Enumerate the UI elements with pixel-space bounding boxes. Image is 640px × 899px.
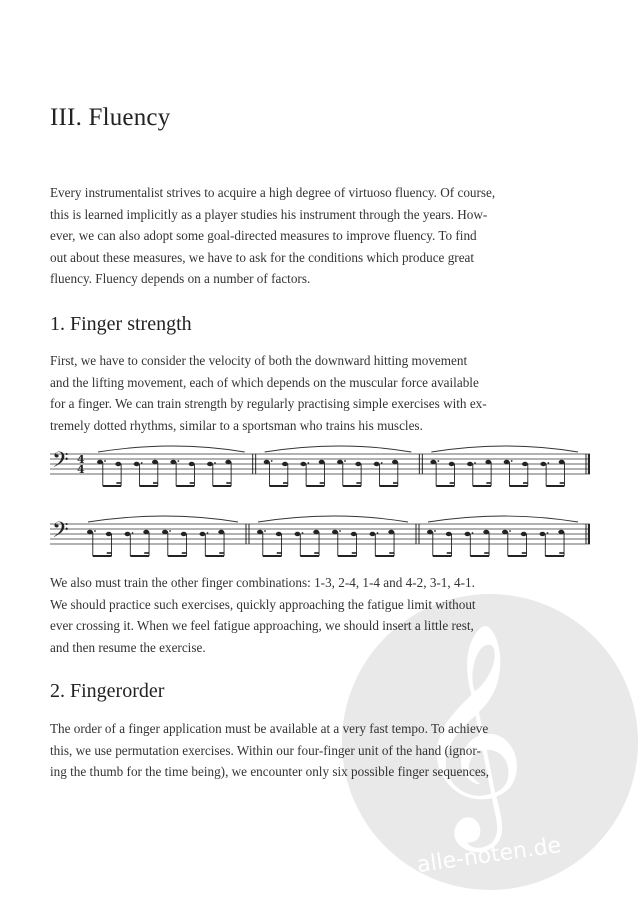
note-dot: [302, 532, 304, 534]
section-title-finger-strength: 1. Finger strength: [50, 313, 192, 335]
note-head: [392, 460, 398, 464]
note-dot: [132, 532, 134, 534]
paragraph-line: ever, we can also adopt some goal-directed measures to improve fluency. To find: [50, 228, 477, 244]
note-head: [559, 460, 565, 464]
note-head: [282, 462, 288, 466]
note-head: [162, 530, 168, 534]
note-dot: [344, 460, 346, 462]
note-dot: [94, 530, 96, 532]
note-head: [134, 462, 140, 466]
note-head: [430, 460, 436, 464]
note-head: [374, 462, 380, 466]
note-head: [337, 460, 343, 464]
paragraph-line: for a finger. We can train strength by regularly practising simple exercises with ex-: [50, 396, 487, 412]
note-head: [295, 532, 301, 536]
note-head: [370, 532, 376, 536]
note-head: [449, 462, 455, 466]
paragraph-line: and the lifting movement, each of which depends on the muscular force available: [50, 374, 479, 390]
note-head: [264, 460, 270, 464]
note-dot: [547, 462, 549, 464]
note-head: [355, 462, 361, 466]
note-dot: [307, 462, 309, 464]
time-signature-bottom: 4: [77, 463, 85, 476]
paragraph-line: ing the thumb for the time being), we encounter only six possible finger sequences,: [50, 764, 490, 780]
note-head: [521, 532, 527, 536]
note-dot: [474, 462, 476, 464]
note-dot: [141, 462, 143, 464]
note-head: [504, 460, 510, 464]
note-head: [446, 532, 452, 536]
note-head: [97, 460, 103, 464]
bass-clef-icon: 𝄢: [52, 448, 69, 478]
note-head: [465, 532, 471, 536]
note-dot: [207, 532, 209, 534]
note-head: [502, 530, 508, 534]
note-dot: [547, 532, 549, 534]
note-head: [540, 462, 546, 466]
paragraph-line: ever crossing it. When we feel fatigue approaching, we should insert a little rest,: [50, 618, 474, 634]
paragraph-line: tremely dotted rhythms, similar to a sportsman who trains his muscles.: [50, 417, 423, 433]
note-head: [225, 460, 231, 464]
note-head: [319, 460, 325, 464]
bass-clef-icon: 𝄢: [52, 518, 69, 548]
slur: [88, 516, 238, 522]
note-dot: [104, 460, 106, 462]
paragraph-line: First, we have to consider the velocity of both the downward hitting movement: [50, 353, 468, 368]
note-head: [125, 532, 131, 536]
music-staff-2: [50, 510, 590, 580]
paragraph-line: out about these measures, we have to ask for the conditions which produce great: [50, 249, 475, 265]
note-dot: [169, 530, 171, 532]
finger-strength-paragraph: [50, 350, 590, 436]
note-head: [300, 462, 306, 466]
slur: [265, 446, 412, 452]
note-dot: [434, 530, 436, 532]
note-head: [257, 530, 263, 534]
note-dot: [264, 530, 266, 532]
note-dot: [437, 460, 439, 462]
fingerorder-paragraph: [50, 718, 590, 783]
note-dot: [177, 460, 179, 462]
section-title-fingerorder: 2. Fingerorder: [50, 680, 165, 702]
paragraph-line: We should practice such exercises, quickly approaching the fatigue limit without: [50, 596, 476, 612]
note-dot: [511, 460, 513, 462]
note-head: [467, 462, 473, 466]
note-head: [558, 530, 564, 534]
note-head: [106, 532, 112, 536]
note-head: [200, 532, 206, 536]
note-head: [351, 532, 357, 536]
finger-combinations-paragraph: [50, 572, 590, 658]
note-dot: [377, 532, 379, 534]
note-head: [388, 530, 394, 534]
note-head: [189, 462, 195, 466]
note-dot: [472, 532, 474, 534]
note-head: [522, 462, 528, 466]
paragraph-line: The order of a finger application must be available at a very fast tempo. To achieve: [50, 721, 489, 736]
note-head: [115, 462, 121, 466]
paragraph-line: this is learned implicitly as a player studies his instrument through the years. How-: [50, 206, 488, 222]
note-dot: [339, 530, 341, 532]
note-head: [332, 530, 338, 534]
intro-paragraph: [50, 182, 590, 290]
treble-clef-icon: 𝄞: [413, 621, 527, 842]
slur: [98, 446, 245, 452]
note-dot: [509, 530, 511, 532]
note-head: [540, 532, 546, 536]
paragraph-line: Every instrumentalist strives to acquire a high degree of virtuoso fluency. Of course,: [50, 185, 496, 200]
music-staff-1: [50, 440, 590, 510]
note-head: [218, 530, 224, 534]
note-head: [87, 530, 93, 534]
paragraph-line: fluency. Fluency depends on a number of factors.: [50, 271, 311, 287]
note-head: [485, 460, 491, 464]
slur: [258, 516, 408, 522]
note-head: [170, 460, 176, 464]
note-head: [152, 460, 158, 464]
note-head: [483, 530, 489, 534]
paragraph-line: and then resume the exercise.: [50, 639, 206, 655]
time-signature-top: 4: [77, 453, 85, 466]
chapter-title: III. Fluency: [50, 104, 171, 131]
note-head: [313, 530, 319, 534]
note-dot: [271, 460, 273, 462]
slur: [431, 446, 578, 452]
paragraph-line: this, we use permutation exercises. Within our four-finger unit of the hand (ignor-: [50, 742, 481, 758]
slur: [428, 516, 578, 522]
note-head: [181, 532, 187, 536]
note-head: [276, 532, 282, 536]
note-dot: [214, 462, 216, 464]
note-dot: [381, 462, 383, 464]
note-head: [143, 530, 149, 534]
watermark-text: alle-noten.de: [415, 833, 563, 879]
note-head: [427, 530, 433, 534]
note-head: [207, 462, 213, 466]
paragraph-line: We also must train the other finger combinations: 1-3, 2-4, 1-4 and 4-2, 3-1, 4-1.: [50, 575, 475, 590]
